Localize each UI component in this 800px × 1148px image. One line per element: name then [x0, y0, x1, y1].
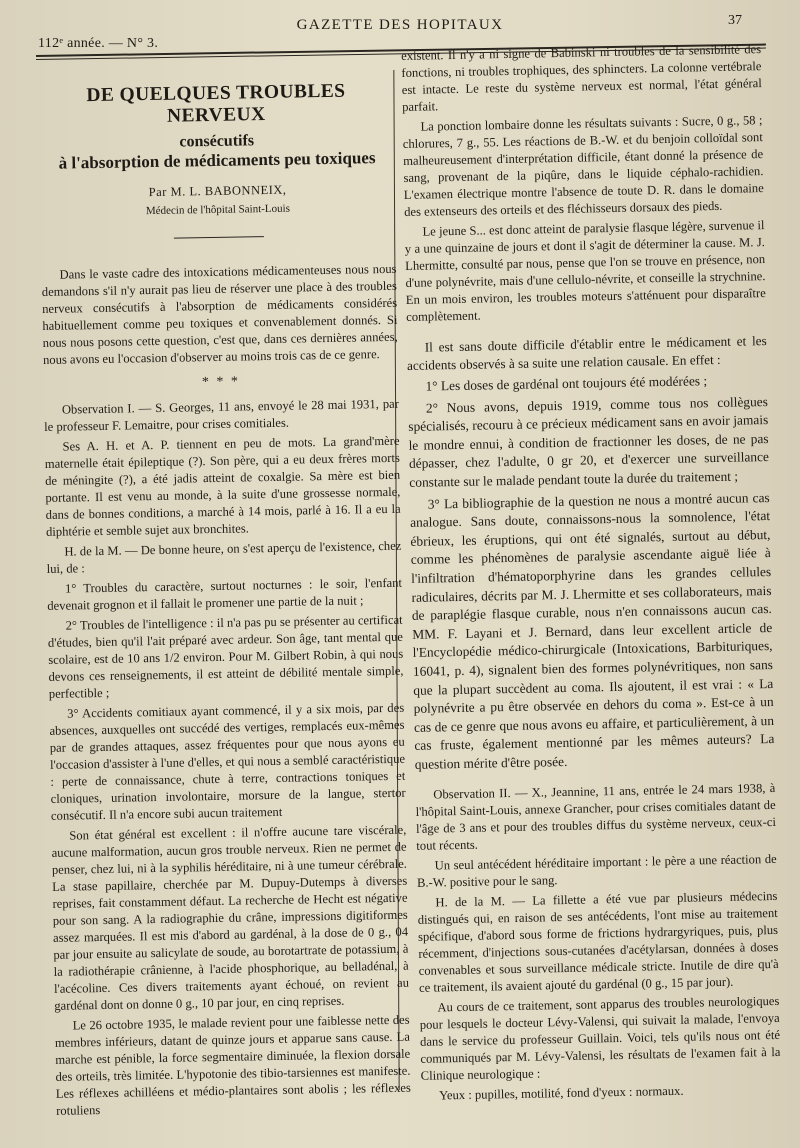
right-column — [401, 41, 781, 1108]
article-title: DE QUELQUES TROUBLES NERVEUX — [86, 80, 346, 127]
paragraph: H. de la M. — De bonne heure, on s'est aperçu de l'existence, chez lui, de : — [46, 538, 402, 576]
paragraph: Le jeune S... est donc atteint de paralysie flasque légère, survenue il y a une quinzaine de jours et dont il s'agit de déterminer la cause. M. J. Lhermitte, consulté par nous, pense que l'on se trouve en présence, non d'une polynévrite, mais d'une cellulo-névrite, et conseille la strychnine. En un mois environ, les troubles moteurs s'atténuent pour disparaître complètement. — [404, 218, 766, 324]
journal-title: GAZETTE DES HOPITAUX — [296, 17, 504, 33]
section-stars: * * * — [201, 374, 241, 391]
list-item: 2° Nous avons, depuis 1919, comme tous nos collègues spécialisés, recouru à ce précieux médicament sans en avoir jamais le mondre ennui, à condition de fractionner les doses, de ne pas dépasser, chez l'adulte, 0 gr 20, et d'exercer une surveillance constante sur le malade pendant toute la durée du traitement ; — [408, 393, 770, 490]
list-item: 3° La bibliographie de la question ne nous a montré aucun cas analogue. Sans doute, connaissons-nous la somnolence, l'état ébrieux, les éruptions, qui ont été signalés, surtout au début, comme les phénomènes de paralysie ascendante aiguë liée à l'infiltration d'hématoporphyrine dans les grandes cellules radiculaires, décrits par M. J. Lhermitte et ses collaborateurs, mais de paraplégie flasque curable, nous n'en connaissons aucun cas. MM. F. Layani et J. Bernard, dans leur excellent article de l'Encyclopédie médico-chirurgicale (Intoxications, Barbituriques, 16041, p. 4), signalent bien des formes polynévritiques, non sans que la plupart succèdent au coma. Ils ajoutent, il est vrai : « La polynévrite a pu être observée en dehors du coma ». Est-ce à un cas de ce genre que nous avons eu affaire, et particulièrement, à un cas fruste, également mentionné par les mêmes auteurs? La question mérite d'être posée. — [409, 489, 775, 772]
title-separator — [173, 236, 263, 239]
issue-number: 112ᵉ année. — N° 3. — [38, 36, 159, 51]
author-affiliation: Médecin de l'hôpital Saint-Louis — [145, 202, 291, 218]
left-column — [38, 66, 411, 1122]
paragraph: Son état général est excellent : il n'offre aucune tare viscérale, aucune malformation, aucun gros trouble nerveux. Rien ne permet de penser, chez lui, ni à la syphilis héréditaire, ni à une tumeur cérébrale. La stase papillaire, cherchée par M. Dupuy-Dutemps à diverses reprises, fait constamment défaut. La recherche de Hecht est négative pour son sang. A la radiographie du crâne, impressions digitiformes assez marquées. Il est mis d'abord au gardénal, à la dose de 0 g., 04 par jour ensuite au salicylate de soude, au borotartrate de potassium, à la radiothérapie crânienne, à l'acide phosphorique, au belladénal, à l'acécoline. Ces divers traitements ayant échoué, on revient au gardénal dont on donne 0 g., 10 par jour, en cinq reprises. — [51, 822, 410, 1013]
article-subtitle-2: à l'absorption de médicaments peu toxiques — [58, 148, 376, 173]
paragraph: H. de la M. — La fillette a été vue par plusieurs médecins distingués qui, en raison de ses antécédents, l'ont mise au traitement spécifique, d'abord sous forme de frictions hydrargyriques, puis, plus récemment, d'injections sous-cutanées d'acétylarsan, données à doses convenables et sous surveillance médicale stricte. Inutile de dire qu'à ce traitement, ils avaient ajouté du gardénal (0 g., 15 par jour). — [417, 889, 779, 996]
paragraph: Le 26 octobre 1935, le malade revient pour une faiblesse nette des membres inférieurs, datant de quinze jours et apparue sans cause. La marche est pénible, la force segmentaire diminuée, la flexion dorsale des orteils, très limitée. L'hypotonie des tibio-tarsiennes est manifeste. Les réflexes achilléens et médio-plantaires sont abolis ; les réflexes rotuliens — [54, 1012, 411, 1118]
intro-paragraph: Dans le vaste cadre des intoxications médicamenteuses nous nous demandons s'il n'y aurait pas lieu de réserver une place à des troubles nerveux consécutifs à l'absorption de médicaments considérés habituellement comme peu toxiques et convenablement donnés. Si nous nous posons cette question, c'est que, dans ces dernières années, nous avons eu l'occasion d'observer au moins trois cas de ce genre. — [41, 261, 398, 367]
list-item: 3° Accidents comitiaux ayant commencé, il y a six mois, par des absences, auxquelles ont succédé des vertiges, remplacés eux-mêmes par de grandes attaques, assez fréquentes pour que nous ayons eu l'occasion d'assister à l'une d'elles, et qui nous a semblé caractéristique : perte de connaissance, chute à terre, contractions toniques et cloniques, urination involontaire, morsure de la langue, stertor consécutif. Il n'a encore subi aucun traitement — [49, 700, 406, 823]
list-item: 1° Les doses de gardénal ont toujours été modérées ; — [425, 373, 708, 394]
page-number: 37 — [728, 13, 742, 28]
list-item: 2° Troubles de l'intelligence : il n'a pas pu se présenter au certificat d'études, bien qu'il l'ait préparé avec ardeur. Son âge, tant mental que scolaire, est de 10 ans 1/2 environ. Pour M. Gilbert Robin, à qui nous devons ces renseignements, il est atteint de débilité mentale simple, perfectible ; — [47, 612, 404, 701]
paragraph: Un seul antécédent héréditaire important : le père a une réaction de B.-W. positive pour le sang. — [416, 852, 777, 891]
paragraph: La ponction lombaire donne les résultats suivants : Sucre, 0 g., 58 ; chlorures, 7 g., 55. Les réactions de B.-W. et du benjoin colloïdal sont malheureusement d'interprétation difficile, étant donné la présence de sang, provenant de la piqûre, dans le liquide céphalo-rachidien. L'examen électrique montre l'absence de toute D. R. dans le domaine des extenseurs des orteils et des fléchisseurs dorsaux des pieds. — [402, 113, 764, 219]
paragraph: Yeux : pupilles, motilité, fond d'yeux : normaux. — [438, 1084, 684, 1103]
paragraph: Il est sans doute difficile d'établir entre le médicament et les accidents observés à sa suite une relation causale. En effet : — [406, 333, 767, 373]
paragraph: Au cours de ce traitement, sont apparus des troubles neurologiques pour lesquels le docteur Lévy-Valensi, qui suivait la malade, l'envoya dans le service du professeur Guillain. Voici, tels qu'ils nous ont été communiqués par M. Lévy-Valensi, les résultats de l'examen fait à la Clinique neurologique : — [419, 994, 781, 1084]
observation-1-heading: Observation I. — S. Georges, 11 ans, envoyé le 28 mai 1931, par le professeur F. Lemaitre, pour crises comitiales. — [44, 396, 399, 434]
paragraph: existent. Il n'y a ni signe de Babinski ni troubles de la sensibilité des fonctions, ni troubles trophiques, des sphincters. La colonne vertébrale est intacte. Le reste du système nerveux est normal, l'état général parfait. — [401, 42, 762, 114]
list-item: 1° Troubles du caractère, surtout nocturnes : le soir, l'enfant devenait grognon et il fallait le promener une partie de la nuit ; — [47, 575, 403, 613]
observation-2-heading: Observation II. — X., Jeannine, 11 ans, entrée le 24 mars 1938, à l'hôpital Saint-Louis, annexe Grancher, pour crises comitiales datant de l'âge de 3 ans et pour des troubles diffus du système nerveux, ceux-ci tout récents. — [415, 781, 777, 854]
paragraph: Ses A. H. et A. P. tiennent en peu de mots. La grand'mère maternelle était épileptique (?). Son père, qui a eu deux frères morts de méningite (?), a été jadis atteint de coxalgie. Sa mère est bien portante. Il est venu au monde, à la suite d'une grossesse normale, dans de bonnes conditions, a marché à 14 mois, parlé à 16. Il a eu la diphtérie et semble sujet aux bronchites. — [44, 433, 401, 539]
article-subtitle-1: consécutifs — [179, 132, 255, 151]
article-author: Par M. L. BABONNEIX, — [148, 182, 287, 200]
